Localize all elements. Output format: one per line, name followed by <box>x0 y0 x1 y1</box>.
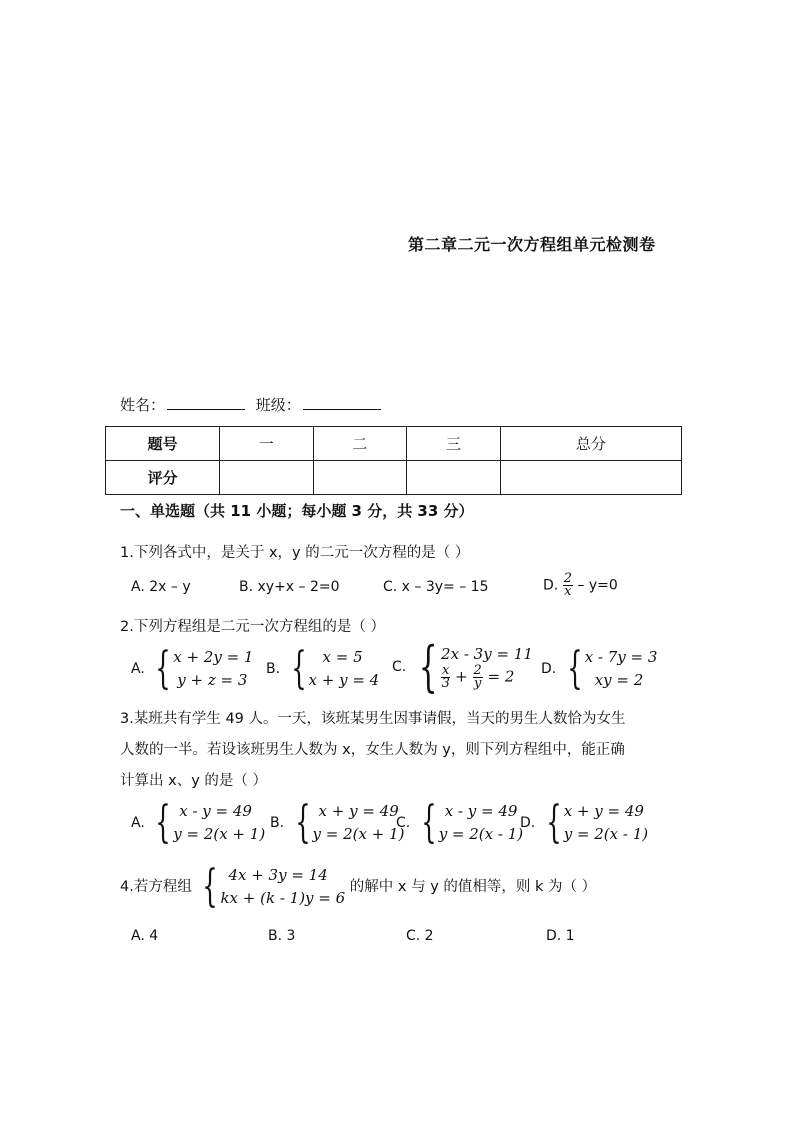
q1-option-c[interactable]: C. x – 3y= – 15 <box>383 579 489 595</box>
q2-option-d[interactable] <box>541 643 658 694</box>
brace-icon: { <box>202 861 219 912</box>
score-header-cell: 二 <box>313 427 407 461</box>
q2-c-frac1-den: 3 <box>441 675 450 691</box>
q3-b-eq2: y = 2(x + 1) <box>312 825 405 843</box>
score-table-header-row <box>106 427 682 461</box>
brace-icon: { <box>545 797 562 848</box>
q4-option-b[interactable]: B. 3 <box>268 928 296 944</box>
q3-c-eq1: x - y = 49 <box>444 802 518 820</box>
question-4-stem <box>120 861 597 912</box>
q1-option-d[interactable] <box>543 573 618 598</box>
q1-option-a[interactable]: A. 2x – y <box>131 579 191 595</box>
q2-option-c[interactable] <box>392 635 533 698</box>
q1-d-suffix: – y=0 <box>572 577 618 594</box>
score-header-cell: 三 <box>407 427 501 461</box>
q2-option-a[interactable] <box>131 643 254 694</box>
q2-c-frac1-num: x <box>442 662 450 678</box>
q3-option-a[interactable] <box>131 797 266 848</box>
q2-d-label: D. <box>541 661 557 677</box>
question-1-stem: 1.下列各式中，是关于 x，y 的二元一次方程的是（ ） <box>120 545 470 561</box>
q3-c-eq2: y = 2(x - 1) <box>438 825 524 843</box>
q1-option-b[interactable]: B. xy+x – 2=0 <box>239 579 340 595</box>
score-row-label: 评分 <box>106 461 220 495</box>
q3-d-label: D. <box>520 815 536 831</box>
class-field[interactable] <box>303 395 381 410</box>
brace-icon: { <box>155 643 171 694</box>
q4-prefix: 4.若方程组 <box>120 879 192 895</box>
q2-c-label: C. <box>392 659 407 675</box>
section-heading: 一、单选题（共 11 小题；每小题 3 分，共 33 分） <box>120 502 474 520</box>
q4-option-d[interactable]: D. 1 <box>546 928 575 944</box>
brace-icon: { <box>420 797 437 848</box>
score-cell[interactable] <box>220 461 314 495</box>
q2-c-frac2-den: y <box>473 675 482 691</box>
q3-option-c[interactable] <box>396 797 524 848</box>
q2-d-eq1: x - 7y = 3 <box>584 648 658 666</box>
q2-c-eq-rhs: = 2 <box>482 667 515 685</box>
score-cell[interactable] <box>407 461 501 495</box>
q1-d-label: D. <box>543 577 559 594</box>
score-header-cell: 题号 <box>106 427 220 461</box>
q2-c-frac2-num: 2 <box>473 662 482 678</box>
brace-icon: { <box>418 635 438 698</box>
q2-a-eq2: y + z = 3 <box>177 671 248 689</box>
q4-option-a[interactable]: A. 4 <box>131 928 159 944</box>
q2-c-eq1: 2x - 3y = 11 <box>441 644 533 663</box>
q1-d-fraction <box>563 573 573 598</box>
score-cell[interactable] <box>500 461 681 495</box>
q2-b-label: B. <box>266 661 281 677</box>
score-table <box>105 426 682 495</box>
question-3-line-1: 3.某班共有学生 49 人。一天，该班某男生因事请假，当天的男生人数恰为女生 <box>120 711 626 727</box>
q2-a-eq1: x + 2y = 1 <box>173 648 254 666</box>
q1-d-num: 2 <box>563 571 572 586</box>
page-title: 第二章二元一次方程组单元检测卷 <box>408 235 656 254</box>
q4-suffix: 的解中 x 与 y 的值相等，则 k 为（ ） <box>349 879 597 895</box>
brace-icon: { <box>155 797 171 848</box>
q3-option-b[interactable] <box>270 797 405 848</box>
class-label: 班级： <box>255 396 301 414</box>
score-cell[interactable] <box>313 461 407 495</box>
brace-icon: { <box>566 643 583 694</box>
q3-option-d[interactable] <box>520 797 649 848</box>
q3-d-eq1: x + y = 49 <box>563 802 644 820</box>
question-3-line-3: 计算出 x、y 的是（ ） <box>120 773 267 789</box>
question-2-stem: 2.下列方程组是二元一次方程组的是（ ） <box>120 619 385 635</box>
student-info <box>120 394 387 415</box>
question-3-line-2: 人数的一半。若设该班男生人数为 x，女生人数为 y，则下列方程组中，能正确 <box>120 742 625 758</box>
q3-c-label: C. <box>396 815 411 831</box>
q2-c-eq2 <box>441 662 533 691</box>
q2-b-eq1: x = 5 <box>322 648 363 666</box>
q1-d-den: x <box>564 584 572 599</box>
q4-eq2: kx + (k - 1)y = 6 <box>220 889 346 907</box>
q3-d-eq2: y = 2(x - 1) <box>563 825 649 843</box>
name-label: 姓名： <box>120 396 166 414</box>
q4-eq1: 4x + 3y = 14 <box>228 866 328 884</box>
brace-icon: { <box>290 643 307 694</box>
q3-b-label: B. <box>270 815 285 831</box>
q3-b-eq1: x + y = 49 <box>318 802 399 820</box>
q2-d-eq2: xy = 2 <box>594 671 644 689</box>
q3-a-eq2: y = 2(x + 1) <box>173 825 266 843</box>
brace-icon: { <box>294 797 311 848</box>
score-table-row <box>106 461 682 495</box>
q4-option-c[interactable]: C. 2 <box>406 928 434 944</box>
q2-a-label: A. <box>131 661 145 677</box>
q2-c-plus: + <box>450 667 473 685</box>
q2-option-b[interactable] <box>266 643 380 694</box>
q3-a-label: A. <box>131 815 145 831</box>
name-field[interactable] <box>167 395 245 410</box>
score-header-cell: 一 <box>220 427 314 461</box>
score-header-cell: 总分 <box>500 427 681 461</box>
q2-b-eq2: x + y = 4 <box>308 671 380 689</box>
q3-a-eq1: x - y = 49 <box>179 802 252 820</box>
